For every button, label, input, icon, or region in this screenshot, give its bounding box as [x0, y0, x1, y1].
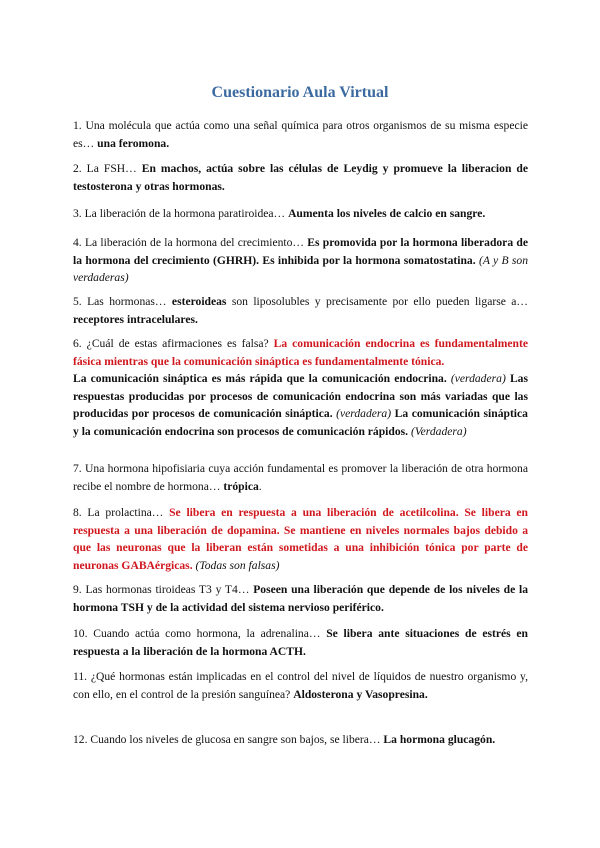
- answer-text: Aumenta los niveles de calcio en sangre.: [288, 207, 486, 220]
- question-3: [73, 205, 528, 223]
- answer-note: (A y B son verdaderas): [73, 253, 529, 284]
- answer-text: En machos, actúa sobre las células de Leydig y promueve la liberacion de testosterona y otras hormonas.: [73, 162, 528, 193]
- question-text: 8. La prolactina…: [73, 506, 164, 519]
- question-text: 12. Cuando los niveles de glucosa en sangre son bajos, se libera…: [73, 733, 381, 746]
- question-text: 11. ¿Qué hormonas están implicadas en el control del nivel de líquidos de nuestro organismo y, con ello, en el control de la presión sanguínea?: [73, 670, 528, 701]
- answer-text: Se libera ante situaciones de estrés en respuesta a la liberación de la hormona ACTH.: [73, 627, 528, 658]
- statement-2-note: (verdadera): [336, 407, 392, 420]
- answer-text: esteroideas: [171, 295, 227, 308]
- answer-false-statement: La comunicación endocrina es fundamentalmente fásica mientras que la comunicación sináptica es fundamentalmente tónica.: [73, 337, 528, 368]
- question-text: 9. Las hormonas tiroideas T3 y T4…: [73, 583, 250, 596]
- question-5: [73, 293, 528, 328]
- statement-1: La comunicación sináptica es más rápida que la comunicación endocrina.: [73, 372, 447, 385]
- question-8: [73, 504, 528, 574]
- statement-1-note: (verdadera): [450, 372, 506, 385]
- answer-note: (Todas son falsas): [195, 558, 280, 572]
- answer-end: .: [258, 479, 262, 493]
- question-11: [73, 668, 528, 703]
- question-text: 2. La FSH…: [73, 162, 137, 175]
- statement-3: La comunicación sináptica y la comunicación endocrina son procesos de comunicación rápidos.: [73, 407, 528, 438]
- question-9: [73, 581, 528, 616]
- question-1: [73, 117, 528, 152]
- answer-text: Poseen una liberación que depende de los niveles de la hormona TSH y de la actividad del sistema nervioso periférico.: [73, 583, 529, 614]
- question-12: [73, 731, 528, 749]
- question-text: 5. Las hormonas…: [73, 295, 167, 308]
- question-4: [73, 234, 528, 287]
- question-text: 3. La liberación de la hormona paratiroidea…: [73, 207, 286, 220]
- answer-text: Es promovida por la hormona liberadora de la hormona del crecimiento (GHRH). Es inhibida por la hormona somatostatina.: [73, 236, 528, 267]
- answer-text-2: receptores intracelulares.: [73, 312, 198, 326]
- answer-text: Aldosterona y Vasopresina.: [293, 687, 428, 701]
- question-10: [73, 625, 528, 660]
- question-text-continued: son liposolubles y precisamente por ello pueden ligarse a…: [231, 295, 528, 308]
- question-text: 1. Una molécula que actúa como una señal química para otros organismos de su misma especie es…: [73, 119, 528, 150]
- statement-2: Las respuestas producidas por procesos de comunicación endocrina son más variadas que las producidas por procesos de comunicación sináptica.: [73, 372, 528, 420]
- statement-3-note: (Verdadera): [410, 424, 467, 438]
- answer-text: trópica: [223, 479, 259, 493]
- question-text: 6. ¿Cuál de estas afirmaciones es falsa?: [73, 337, 269, 350]
- answer-text: La hormona glucagón.: [383, 733, 496, 746]
- question-text: 4. La liberación de la hormona del crecimiento…: [73, 236, 305, 249]
- page-title: Cuestionario Aula Virtual: [211, 84, 389, 101]
- question-text: 7. Una hormona hipofisiaria cuya acción fundamental es promover la liberación de otra hormona recibe el nombre de hormona…: [73, 462, 528, 493]
- answer-text: una feromona.: [97, 136, 170, 150]
- question-2: [73, 160, 528, 195]
- question-6: [73, 335, 528, 440]
- question-text: 10. Cuando actúa como hormona, la adrenalina…: [73, 627, 321, 640]
- answer-false-statements: Se libera en respuesta a una liberación de acetilcolina. Se libera en respuesta a una liberación de dopamina. Se mantiene en niveles normales bajos debido a que las neuronas que la liberan están sometidas a una inhibición tónica por parte de neuronas GABAérgicas.: [73, 506, 528, 572]
- question-7: [73, 460, 528, 495]
